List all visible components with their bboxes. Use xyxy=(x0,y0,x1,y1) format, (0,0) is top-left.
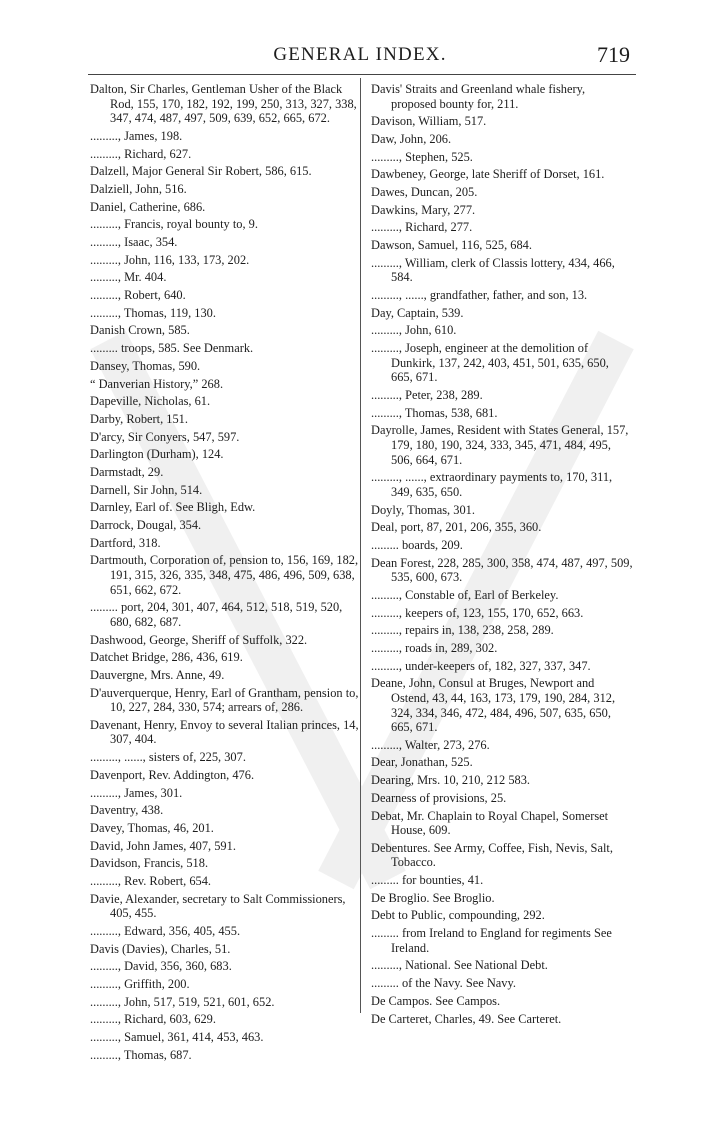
header-rule xyxy=(88,74,636,75)
index-entry: ........., Walter, 273, 276. xyxy=(371,737,490,752)
index-entry: Darmstadt, 29. xyxy=(90,464,164,479)
index-entry: De Campos. See Campos. xyxy=(371,993,501,1008)
index-entry: Davie, Alexander, secretary to Salt Commissioners, 405, 455. xyxy=(90,891,346,921)
index-entry: ........., National. See National Debt. xyxy=(371,958,548,973)
index-entry: Dalziell, John, 516. xyxy=(90,181,187,196)
index-entry: Davey, Thomas, 46, 201. xyxy=(90,820,214,835)
index-entry: ........., Richard, 603, 629. xyxy=(90,1012,216,1027)
index-entry: Datchet Bridge, 286, 436, 619. xyxy=(90,650,243,665)
index-entry: ......... port, 204, 301, 407, 464, 512, 518, 519, 520, 680, 682, 687. xyxy=(90,600,343,629)
index-entry: David, John James, 407, 591. xyxy=(90,838,236,853)
index-entry: Debentures. See Army, Coffee, Fish, Nevis, Salt, Tobacco. xyxy=(371,840,613,870)
index-entry: ........., ......, grandfather, father, and son, 13. xyxy=(371,288,588,303)
index-entry: D'arcy, Sir Conyers, 547, 597. xyxy=(90,429,240,444)
index-entry: Deal, port, 87, 201, 206, 355, 360. xyxy=(371,520,542,535)
index-entry: ......... of the Navy. See Navy. xyxy=(371,976,516,991)
index-entry: ........., James, 198. xyxy=(90,128,183,143)
index-entry: Dansey, Thomas, 590. xyxy=(90,358,201,373)
index-entry: Dartmouth, Corporation of, pension to, 156, 169, 182, 191, 315, 326, 335, 348, 475, 486, 496, 509, 638, 651, 662, 672. xyxy=(90,553,359,597)
index-entry: ........., Isaac, 354. xyxy=(90,235,178,249)
index-entry: ........., Constable of, Earl of Berkeley. xyxy=(371,587,559,602)
index-entry: ........., Samuel, 361, 414, 453, 463. xyxy=(90,1030,264,1045)
index-entry: Darby, Robert, 151. xyxy=(90,411,188,426)
index-entry: ........., Griffith, 200. xyxy=(90,977,190,991)
index-entry: Davis' Straits and Greenland whale fishery, proposed bounty for, 211. xyxy=(371,82,586,111)
index-entry: ......... from Ireland to England for regiments See Ireland. xyxy=(371,926,612,955)
index-entry: Darrock, Dougal, 354. xyxy=(90,518,202,532)
page-number: 719 xyxy=(597,42,630,67)
index-entry: ........., Edward, 356, 405, 455. xyxy=(90,923,241,938)
index-entry: ........., Thomas, 687. xyxy=(90,1047,192,1062)
index-entry: ........., James, 301. xyxy=(90,785,183,800)
index-entry: ........., Robert, 640. xyxy=(90,288,186,303)
right-column xyxy=(371,82,633,1029)
index-entry: Doyly, Thomas, 301. xyxy=(371,502,475,517)
index-entry: ........., John, 517, 519, 521, 601, 652. xyxy=(90,994,275,1009)
index-entry: Darlington (Durham), 124. xyxy=(90,447,224,462)
index-entry: Dapeville, Nicholas, 61. xyxy=(90,394,211,409)
index-entry: ........., ......, sisters of, 225, 307. xyxy=(90,750,246,765)
index-entry: Darnley, Earl of. See Bligh, Edw. xyxy=(90,500,256,515)
index-entry: Davison, William, 517. xyxy=(371,114,487,129)
index-entry: Daw, John, 206. xyxy=(371,131,452,146)
index-entry: ........., Mr. 404. xyxy=(90,270,167,285)
index-entry: ........., ......, extraordinary payments to, 170, 311, 349, 635, 650. xyxy=(371,470,613,499)
index-entry: ........., William, clerk of Classis lottery, 434, 466, 584. xyxy=(371,255,615,285)
index-entry: ........., Joseph, engineer at the demolition of Dunkirk, 137, 242, 403, 451, 501, 635, 650, 665, 671. xyxy=(371,341,609,385)
index-entry: Day, Captain, 539. xyxy=(371,305,464,320)
index-entry: Darnell, Sir John, 514. xyxy=(90,482,203,497)
index-entry: Davenant, Henry, Envoy to several Italian princes, 14, 307, 404. xyxy=(90,717,359,747)
index-entry: ........., Richard, 277. xyxy=(371,220,473,235)
index-entry: Dalzell, Major General Sir Robert, 586, 615. xyxy=(90,164,312,179)
index-entry: Debat, Mr. Chaplain to Royal Chapel, Somerset House, 609. xyxy=(371,808,609,838)
index-entry: Davenport, Rev. Addington, 476. xyxy=(90,767,255,782)
index-entry: ........., Thomas, 119, 130. xyxy=(90,305,216,320)
index-entry: “ Danverian History,” 268. xyxy=(90,376,224,391)
index-entry: ........., John, 116, 133, 173, 202. xyxy=(90,252,250,267)
index-entry: ........., Rev. Robert, 654. xyxy=(90,873,212,888)
left-column xyxy=(90,82,360,1065)
index-entry: ........., Stephen, 525. xyxy=(371,149,473,164)
index-entry: D'auverquerque, Henry, Earl of Grantham, pension to, 10, 227, 284, 330, 574; arrears of, 286. xyxy=(90,685,359,715)
index-entry: ........., Thomas, 538, 681. xyxy=(371,405,498,420)
index-entry: ........., under-keepers of, 182, 327, 337, 347. xyxy=(371,658,591,673)
running-title: GENERAL INDEX. xyxy=(273,44,447,65)
index-entry: Dawes, Duncan, 205. xyxy=(371,185,478,200)
index-entry: Danish Crown, 585. xyxy=(90,323,190,338)
index-entry: ......... troops, 585. See Denmark. xyxy=(90,341,254,356)
index-entry: De Broglio. See Broglio. xyxy=(371,890,495,905)
index-entry: ........., roads in, 289, 302. xyxy=(371,640,498,655)
index-entry: ........., Peter, 238, 289. xyxy=(371,388,483,402)
index-entry: Dartford, 318. xyxy=(90,535,161,550)
index-entry: Dayrolle, James, Resident with States General, 157, 179, 180, 190, 324, 333, 345, 471, 484, 495, 506, 664, 671. xyxy=(371,423,629,467)
index-entry: ........., Francis, royal bounty to, 9. xyxy=(90,217,258,232)
index-entry: ......... for bounties, 41. xyxy=(371,873,484,888)
index-entry: Daventry, 438. xyxy=(90,803,164,818)
index-entry: Dauvergne, Mrs. Anne, 49. xyxy=(90,667,225,682)
page-header xyxy=(0,44,720,68)
index-entry: Davis (Davies), Charles, 51. xyxy=(90,941,231,956)
index-entry: ......... boards, 209. xyxy=(371,537,463,552)
index-entry: Dawson, Samuel, 116, 525, 684. xyxy=(371,238,532,253)
index-entry: ........., keepers of, 123, 155, 170, 652, 663. xyxy=(371,605,584,620)
index-entry: Dashwood, George, Sheriff of Suffolk, 322. xyxy=(90,632,308,647)
index-entry: ........., repairs in, 138, 238, 258, 289. xyxy=(371,623,554,638)
index-entry: Dear, Jonathan, 525. xyxy=(371,755,473,770)
index-entry: Debt to Public, compounding, 292. xyxy=(371,908,545,923)
index-entry: Davidson, Francis, 518. xyxy=(90,856,209,871)
index-entry: Daniel, Catherine, 686. xyxy=(90,199,206,214)
column-divider xyxy=(360,78,361,1013)
index-entry: Dalton, Sir Charles, Gentleman Usher of the Black Rod, 155, 170, 182, 192, 199, 250, 313, 327, 338, 347, 474, 487, 497, 509, 639, 652, 665, 672. xyxy=(90,82,357,126)
index-entry: ........., John, 610. xyxy=(371,323,457,338)
index-entry: De Carteret, Charles, 49. See Carteret. xyxy=(371,1011,562,1026)
index-entry: Dean Forest, 228, 285, 300, 358, 474, 487, 497, 509, 535, 600, 673. xyxy=(371,555,633,585)
index-entry: ........., Richard, 627. xyxy=(90,146,192,161)
index-entry: Deane, John, Consul at Bruges, Newport and Ostend, 43, 44, 163, 173, 179, 190, 284, 312, 324, 334, 346, 472, 484, 496, 507, 635, 650, 665, 671. xyxy=(371,676,616,735)
index-entry: Dearing, Mrs. 10, 210, 212 583. xyxy=(371,773,530,788)
index-entry: ........., David, 356, 360, 683. xyxy=(90,959,232,974)
index-entry: Dawkins, Mary, 277. xyxy=(371,202,476,217)
index-entry: Dawbeney, George, late Sheriff of Dorset, 161. xyxy=(371,167,605,182)
index-entry: Dearness of provisions, 25. xyxy=(371,790,507,805)
